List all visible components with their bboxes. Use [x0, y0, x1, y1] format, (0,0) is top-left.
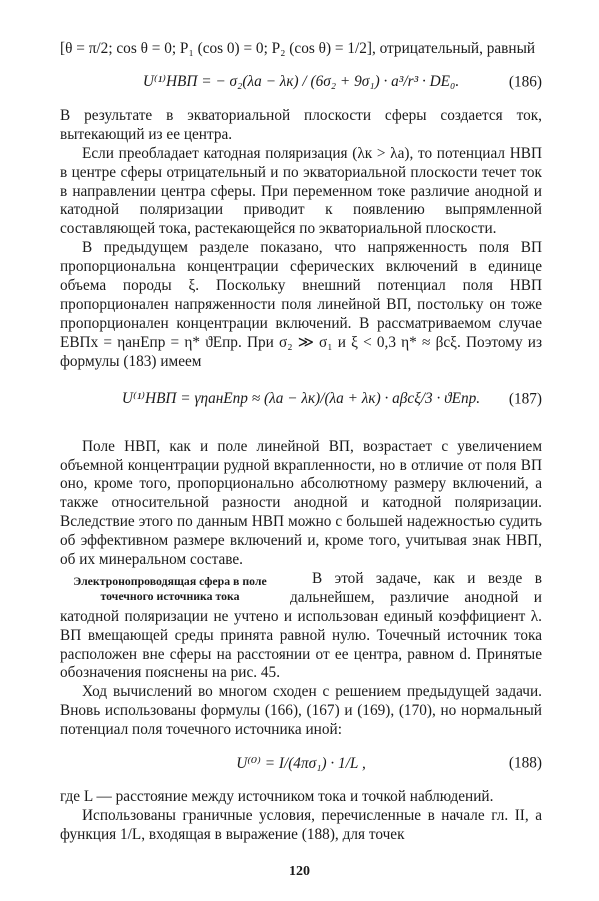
paragraph-3: Если преобладает катодная поляризация (λк > λа), то потенциал НВП в центре сферы отрицательный и по экваториальной плоскости течет ток в направлении центра сферы. При переменном токе различие анодной и катодной поляризации приводит к появлению выпрямленной составляющей тока, растекающейся по экваториальной плоскости.: [60, 144, 542, 238]
equation-188-formula: U⁽⁰⁾ = I/(4πσ₁) · 1/L ,: [236, 754, 366, 772]
paragraph-1: [θ = π/2; cos θ = 0; P₁ (cos 0) = 0; P₂ (cos θ) = 1/2], отрицательный, равный: [60, 40, 536, 57]
section-heading: Электронопроводящая сфера в поле точечного источника тока: [73, 573, 267, 604]
equation-186-number: (186): [508, 73, 542, 91]
equation-186: [60, 59, 542, 107]
paragraph-4: В предыдущем разделе показано, что напряженность поля ВП пропорциональна концентрации сферических включений в единице объема породы ξ. Поскольку внешний потенциал поля НВП пропорционален напряженности поля линейной ВП, постольку он тоже пропорционален концентрации включений. В рассматриваемом случае EВПх = ηанEпр = η* ϑEпр. При σ₂ ≫ σ₁ и ξ < 0,3 η* ≈ βсξ. Поэтому из формулы (183) имеем: [60, 239, 542, 370]
equation-188: [60, 740, 542, 788]
paragraph-2: В результате в экваториальной плоскости сферы создается ток, вытекающий из ее центра.: [60, 106, 542, 143]
equation-187-formula: U⁽¹⁾НВП = γηанEпр ≈ (λа − λк)/(λа + λк) · aβсξ/3 · ϑEпр.: [121, 390, 481, 408]
paragraph-8: где L — расстояние между источником тока и точкой наблюдений.: [60, 788, 494, 806]
paragraph-9: Использованы граничные условия, перечисленные в начале гл. II, а функция 1/L, входящая в выражение (188), для точек: [60, 807, 542, 843]
paragraph-5: Поле НВП, как и поле линейной ВП, возрастает с увеличением объемной концентрации рудной вкрапленности, но в отличие от поля ВП оно, кроме того, пропорционально абсолютному размеру включений, а также относительной разности анодной и катодной поляризации. Вследствие этого по данным НВП можно с большей надежностью судить об эффективном размере включений и, кроме того, учитывая знак НВП, об их минеральном составе.: [60, 437, 542, 569]
equation-187: [60, 372, 542, 428]
page-number: 120: [289, 864, 310, 879]
paragraph-6: В этой задаче, как и везде в дальнейшем, различие анодной и катодной поляризации не учтено и использован единый коэффициент λ. ВП вмещающей среды принята равной нулю. Точечный источник тока расположен вне сферы на расстоянии от ее центра, равном d. Принятые обозначения пояснены на рис. 45.: [60, 569, 542, 682]
page-body: [60, 40, 542, 845]
equation-188-number: (188): [508, 754, 542, 772]
paragraph-7: Ход вычислений во многом сходен с решением предыдущей задачи. Вновь использованы формулы (166), (167) и (169), (170), но нормальный потенциал поля точечного источника иной:: [60, 683, 542, 739]
equation-186-formula: U⁽¹⁾НВП = − σ₂(λа − λк) / (6σ₂ + 9σ₁) · a³/r³ · DE₀.: [142, 73, 460, 91]
equation-187-number: (187): [508, 390, 542, 408]
